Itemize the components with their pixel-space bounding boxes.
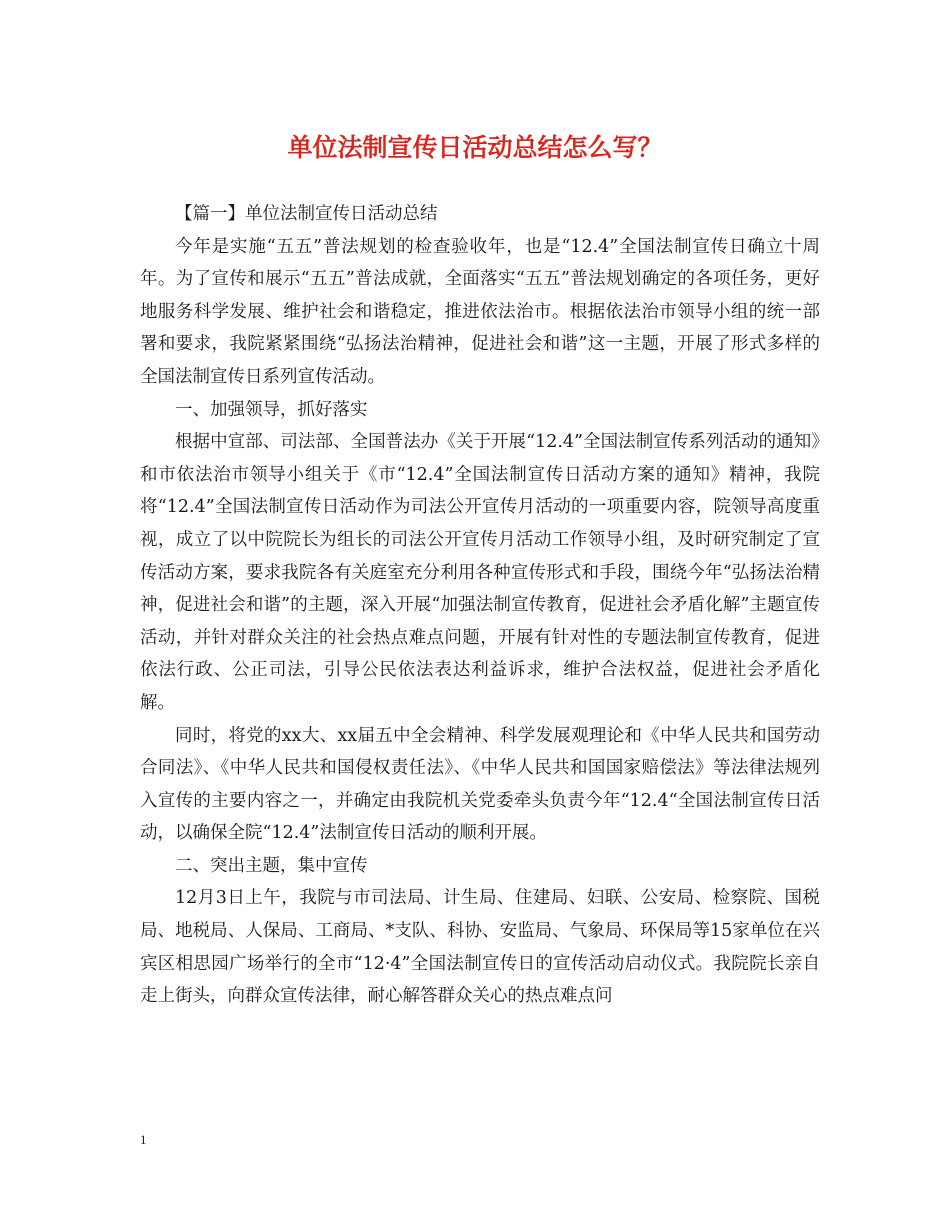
- section-heading: 一、加强领导，抓好落实: [175, 399, 368, 420]
- section-heading: 二、突出主题，集中宣传: [175, 855, 368, 876]
- paragraph: 根据中宣部、司法部、全国普法办《关于开展“12.4”全国法制宣传系列活动的通知》和市依法治市领导小组关于《市“12.4”全国法制宣传日活动方案的通知》精神，我院将“12.4”全国法制宣传日活动作为司法公开宣传月活动的一项重要内容，院领导高度重视，成立了以中院院长为组长的司法公开宣传月活动工作领导小组，及时研究制定了宣传活动方案，要求我院各有关庭室充分利用各种宣传形式和手段，围绕今年“弘扬法治精神，促进社会和谐”的主题，深入开展“加强法制宣传教育，促进社会矛盾化解”主题宣传活动，并针对群众关注的社会热点难点问题，开展有针对性的专题法制宣传教育，促进依法行政、公正司法，引导公民依法表达利益诉求，维护合法权益，促进社会矛盾化解。: [140, 432, 820, 713]
- document-body: [140, 198, 820, 1013]
- section-heading: 【篇一】单位法制宣传日活动总结: [175, 204, 438, 224]
- paragraph: 今年是实施“五五”普法规划的检查验收年，也是“12.4”全国法制宣传日确立十周年。为了宣传和展示“五五”普法成就，全面落实“五五”普法规划确定的各项任务，更好地服务科学发展、维护社会和谐稳定，推进依法治市。根据依法治市领导小组的统一部署和要求，我院紧紧围绕“弘扬法治精神，促进社会和谐”这一主题，开展了形式多样的全国法制宣传日系列宣传活动。: [140, 236, 820, 387]
- paragraph: 同时，将党的xx大、xx届五中全会精神、科学发展观理论和《中华人民共和国劳动合同法》、《中华人民共和国侵权责任法》、《中华人民共和国国家赔偿法》等法律法规列入宣传的主要内容之一，并确定由我院机关党委牵头负责今年“12.4“全国法制宣传日活动，以确保全院“12.4”法制宣传日活动的顺利开展。: [140, 725, 820, 844]
- page-number: 1: [140, 1132, 147, 1147]
- document-title: 单位法制宣传日活动总结怎么写？: [287, 133, 663, 162]
- paragraph: 12月3日上午，我院与市司法局、计生局、住建局、妇联、公安局、检察院、国税局、地税局、人保局、工商局、*支队、科协、安监局、气象局、环保局等15家单位在兴宾区相思园广场举行的全市“12·4”全国法制宣传日的宣传活动启动仪式。我院院长亲自走上街头，向群众宣传法律，耐心解答群众关心的热点难点问: [140, 888, 820, 1007]
